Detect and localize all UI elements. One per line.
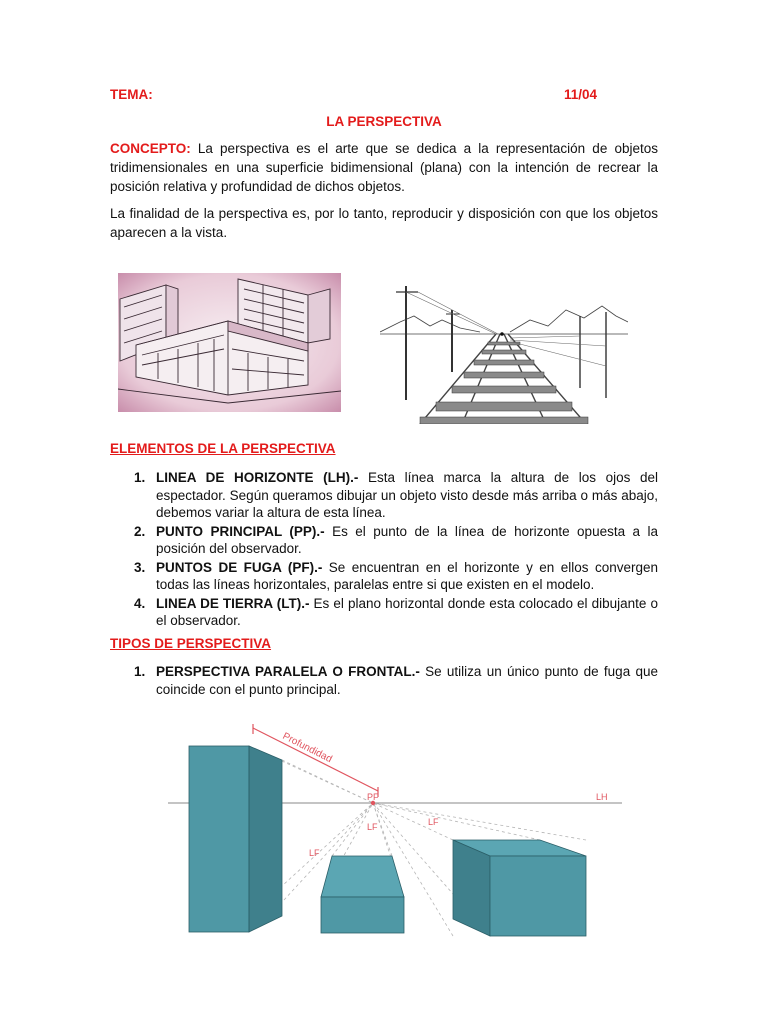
list-item-term: LINEA DE HORIZONTE (LH).- [156,470,359,485]
types-section-title: TIPOS DE PERSPECTIVA [110,636,272,651]
building-perspective-image [118,273,341,412]
railway-perspective-image [380,276,628,424]
concept-label: CONCEPTO: [110,141,191,156]
finalidad-paragraph: La finalidad de la perspectiva es, por lo tanto, reproducir y disposición con que los objetos aparecen a la vista. [110,206,658,240]
pf-label: PF [367,792,379,802]
list-item-term: PUNTOS DE FUGA (PF).- [156,559,323,575]
list-item-number: 4. [134,595,146,611]
concept-text: La perspectiva es el arte que se dedica a la representación de objetos tridimensionales en una superficie bidimensional (plana) con la intención de recrear la posición relativa y profundidad de dichos objetos. [110,141,658,194]
depth-label: Profundidad [280,730,334,766]
list-item-number: 1. [134,470,146,485]
list-item-term: PUNTO PRINCIPAL (PP).- [156,523,325,539]
list-item-text: Es el plano horizontal donde esta colocado el dibujante o el observador. [156,595,658,628]
list-item-text: Esta línea marca la altura de los ojos del espectador. Según queramos dibujar un objeto visto desde más arriba o más abajo, debemos variar la altura de esta línea. [156,470,658,520]
types-list [110,663,658,699]
lf-label-left: LF [309,848,320,858]
list-item [110,469,658,522]
date-label: 11/04 [564,87,598,102]
list-item-text: Se encuentran en el horizonte y en ellos convergen todas las líneas horizontales, paralelas entre si que existen en el modelo. [156,559,658,592]
list-item [110,595,658,630]
list-item [110,559,658,594]
concept-paragraph [110,139,658,196]
list-item [110,663,658,698]
list-item-number: 3. [134,559,146,575]
elements-list [110,469,658,631]
list-item-number: 1. [134,664,146,679]
lh-label: LH [596,792,608,802]
list-item-term: PERSPECTIVA PARALELA O FRONTAL.- [156,664,420,679]
list-item [110,523,658,558]
tema-label: TEMA: [110,87,153,102]
lf-label-center: LF [367,822,378,832]
lf-label-right: LF [428,817,439,827]
elements-section-title: ELEMENTOS DE LA PERSPECTIVA [110,441,336,456]
list-item-term: LINEA DE TIERRA (LT).- [156,595,310,611]
one-point-perspective-diagram [160,716,630,946]
list-item-text: Se utiliza un único punto de fuga que coincide con el punto principal. [156,664,659,697]
page-title: LA PERSPECTIVA [326,114,442,129]
list-item-number: 2. [134,523,146,539]
list-item-text: Es el punto de la línea de horizonte opuesta a la posición del observador. [156,523,658,556]
